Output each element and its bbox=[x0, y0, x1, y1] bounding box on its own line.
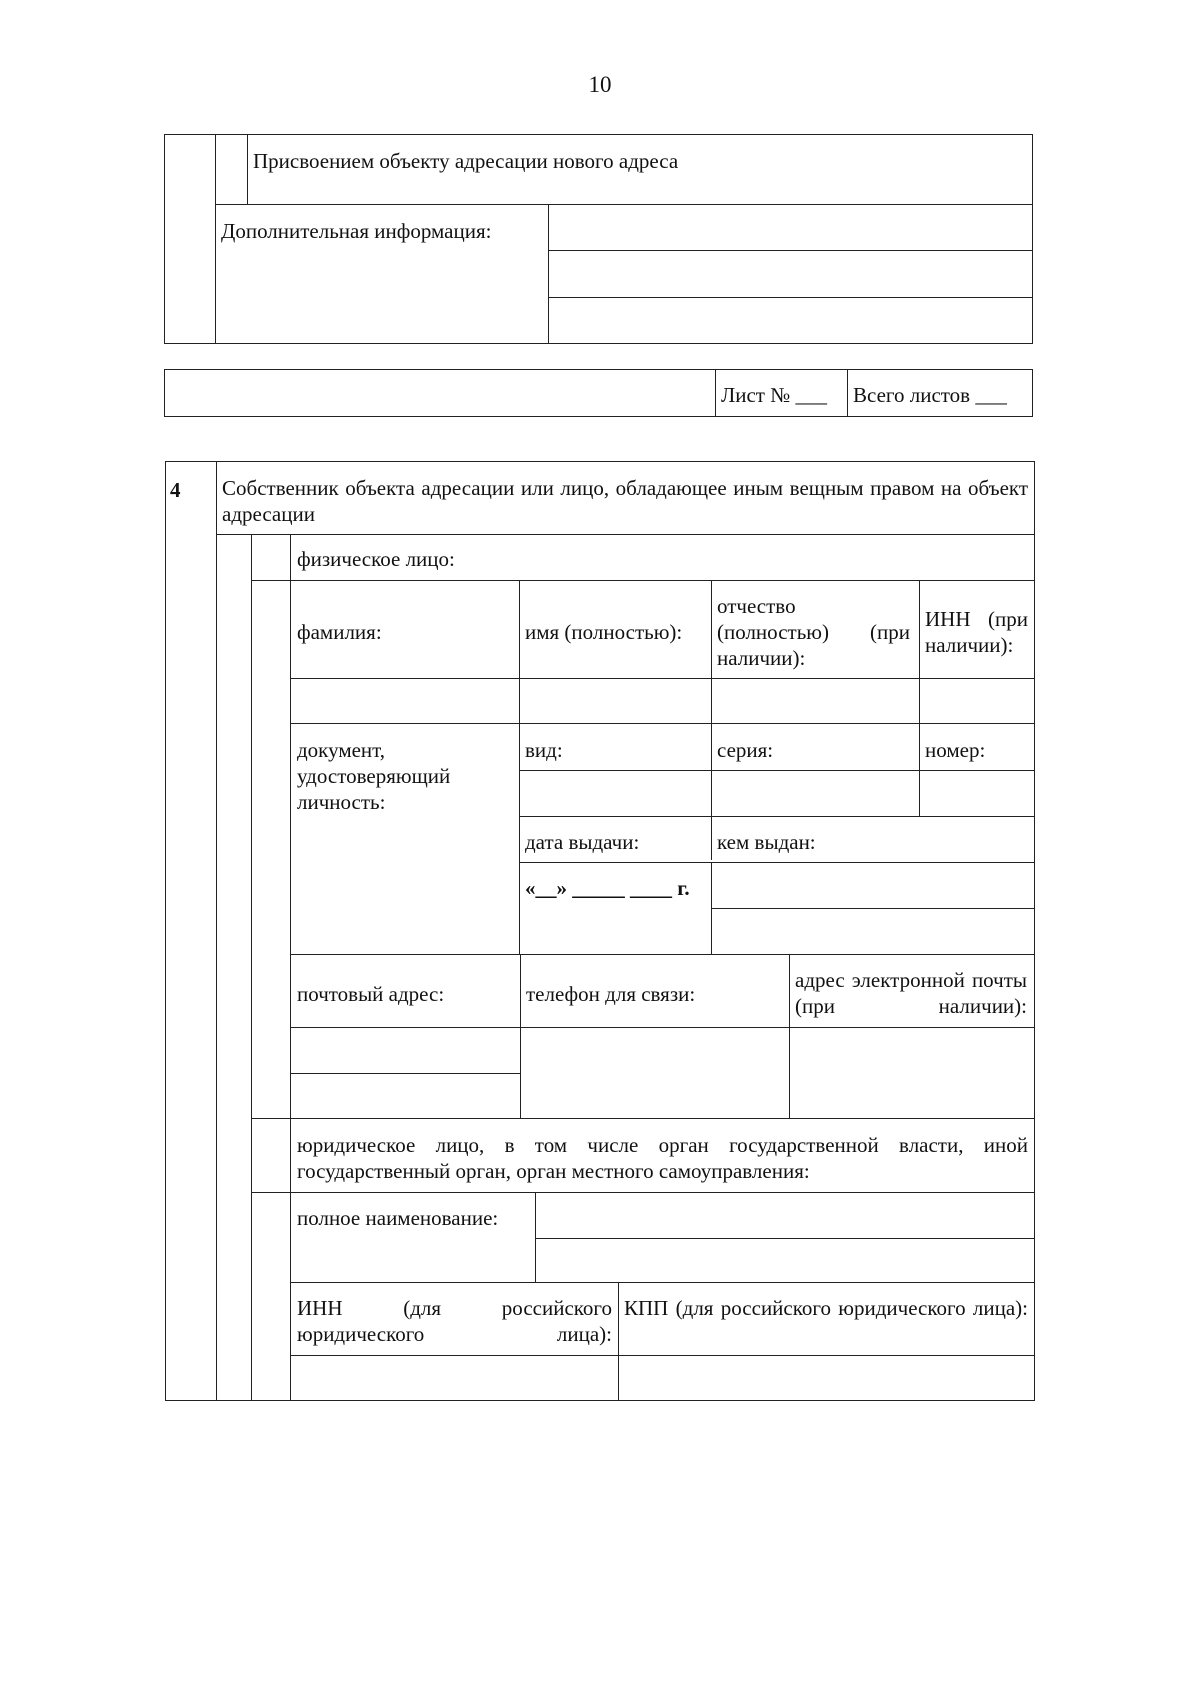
issue-date-template: «__» _____ ____ г. bbox=[525, 876, 690, 900]
patronymic-label-line1: отчество bbox=[717, 594, 796, 618]
postal-address-label: почтовый адрес: bbox=[297, 982, 445, 1006]
legal-inn-label: ИНН (для российского юридического лица): bbox=[297, 1296, 612, 1346]
legal-kpp-label: КПП (для российского юридического лица): bbox=[624, 1296, 1028, 1320]
doc-number-label: номер: bbox=[925, 738, 986, 762]
page-number: 10 bbox=[588, 72, 612, 97]
option-new-address-label: Присвоением объекту адресации нового адреса bbox=[253, 149, 679, 173]
patronymic-label-line3: наличии): bbox=[717, 646, 806, 670]
section-number: 4 bbox=[170, 478, 181, 502]
owner-section bbox=[165, 461, 1035, 1401]
sheet-number-label: Лист № ___ bbox=[721, 383, 828, 407]
owner-heading: Собственник объекта адресации или лицо, обладающее иным вещным правом на объект адресации bbox=[222, 476, 1028, 526]
patronymic-label-line2-right: (при bbox=[870, 620, 910, 644]
patronymic-label-line2: (полностью) bbox=[717, 620, 829, 644]
issued-by-label: кем выдан: bbox=[717, 830, 816, 854]
issue-date-label: дата выдачи: bbox=[525, 830, 640, 854]
individual-label: физическое лицо: bbox=[297, 547, 455, 571]
individual-inn-label: ИНН (при наличии): bbox=[925, 607, 1028, 657]
full-name-label: полное наименование: bbox=[297, 1206, 499, 1230]
doc-series-label: серия: bbox=[717, 738, 774, 762]
legal-entity-label: юридическое лицо, в том числе орган государственной власти, иной государственный орган, орган местного самоуправления: bbox=[297, 1133, 1028, 1183]
first-name-label: имя (полностью): bbox=[525, 620, 683, 644]
surname-label: фамилия: bbox=[297, 620, 382, 644]
additional-info-label: Дополнительная информация: bbox=[221, 219, 492, 243]
total-sheets-label: Всего листов ___ bbox=[853, 383, 1007, 407]
email-label: адрес электронной почты (при наличии): bbox=[795, 968, 1027, 1018]
doc-type-label: вид: bbox=[525, 738, 563, 762]
id-document-label: документ, удостоверяющий личность: bbox=[297, 738, 451, 814]
phone-label: телефон для связи: bbox=[526, 982, 696, 1006]
